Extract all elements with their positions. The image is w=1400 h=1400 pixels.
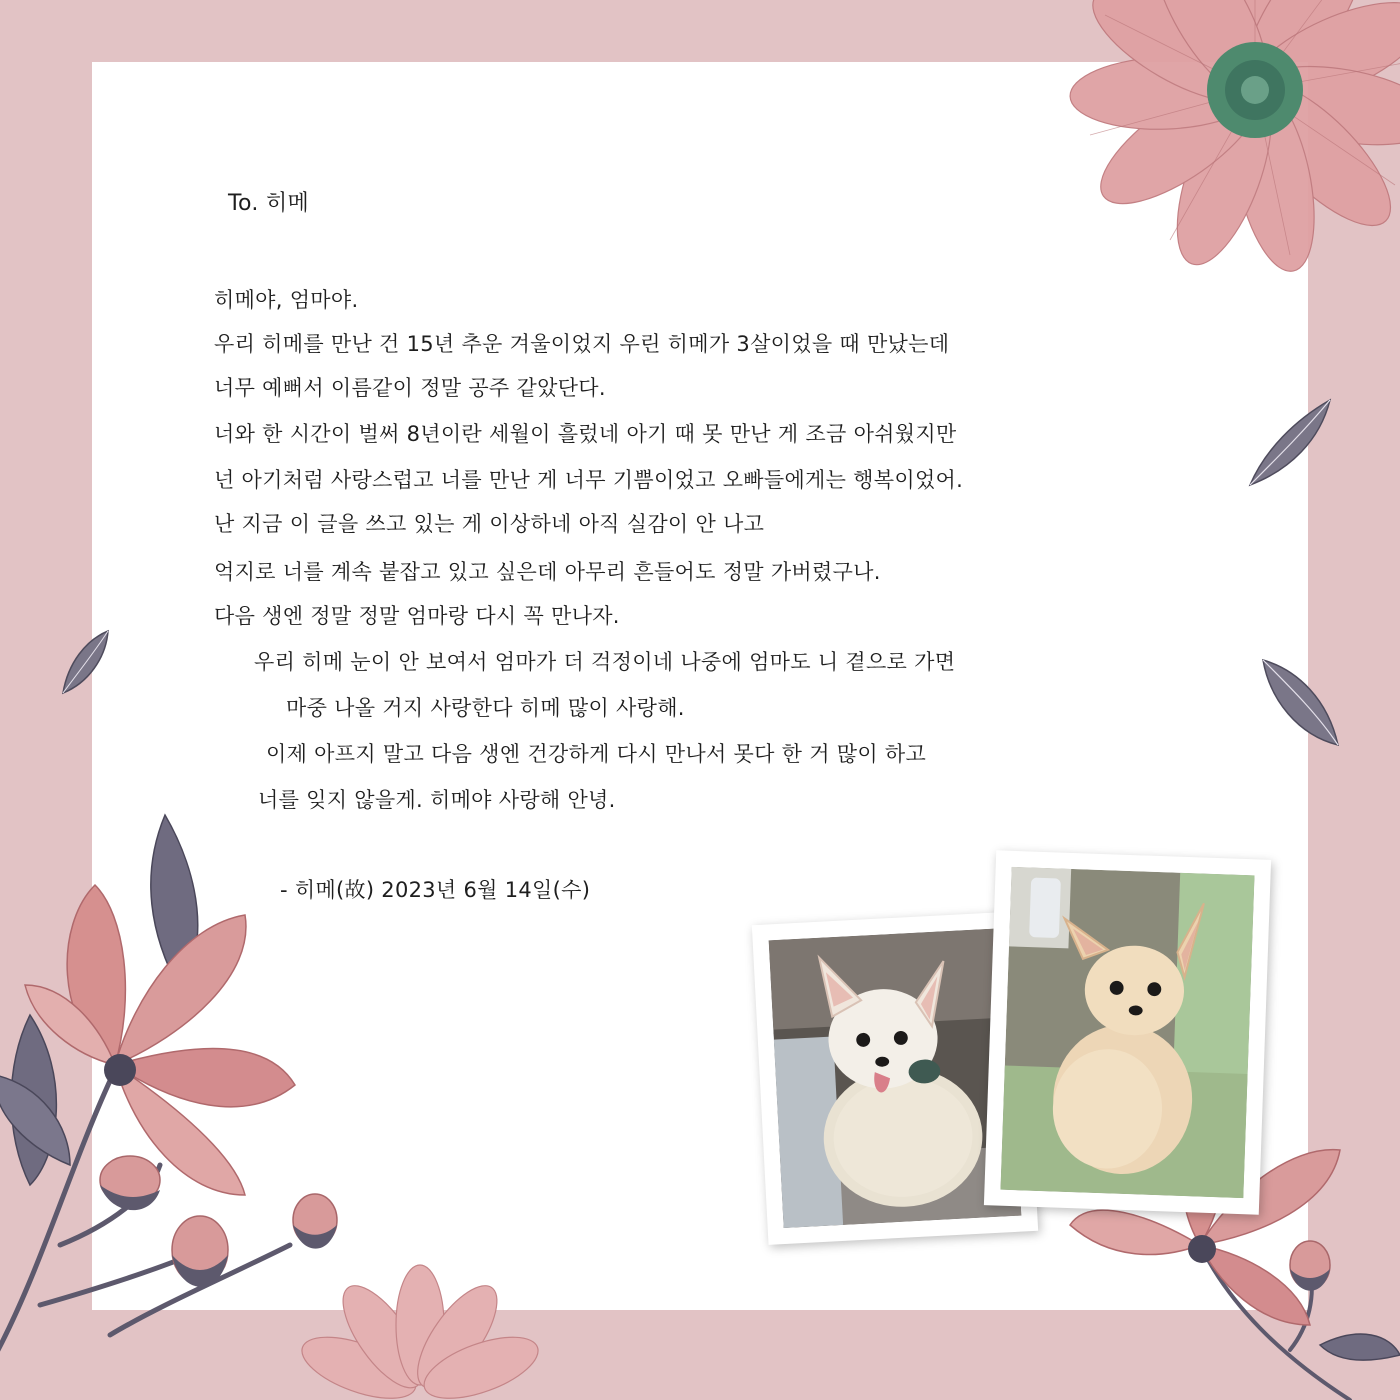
letter-line: 너와 한 시간이 벌써 8년이란 세월이 흘렀네 아기 때 못 만난 게 조금 아쉬웠지만	[214, 422, 957, 446]
letter-line: 마중 나올 거지 사랑한다 히메 많이 사랑해.	[286, 696, 685, 720]
leaf-right-upper-icon	[1245, 395, 1335, 490]
dog-photo-right	[984, 850, 1271, 1214]
letter-line: 난 지금 이 글을 쓰고 있는 게 이상하네 아직 실감이 안 나고	[214, 512, 765, 536]
letter-line: 억지로 너를 계속 붙잡고 있고 싶은데 아무리 흔들어도 정말 가버렸구나.	[214, 560, 881, 584]
flower-top-right-icon	[1020, 0, 1400, 340]
letter-line: 히메야, 엄마야.	[214, 288, 359, 312]
letter-line: 우리 히메 눈이 안 보여서 엄마가 더 걱정이네 나중에 엄마도 니 곁으로 가면	[254, 650, 956, 674]
letter-signature: - 히메(故) 2023년 6월 14일(수)	[280, 878, 591, 902]
leaf-left-icon	[58, 628, 113, 698]
letter-line: 너무 예뻐서 이름같이 정말 공주 같았단다.	[214, 376, 606, 400]
letter-line: 너를 잊지 않을게. 히메야 사랑해 안녕.	[258, 788, 616, 812]
letter-line: 넌 아기처럼 사랑스럽고 너를 만난 게 너무 기쁨이었고 오빠들에게는 행복이었어.	[214, 468, 964, 492]
letter-line: 다음 생엔 정말 정말 엄마랑 다시 꼭 만나자.	[214, 604, 620, 628]
flower-bottom-center-icon	[320, 1275, 520, 1400]
leaf-right-lower-icon	[1258, 655, 1343, 750]
letter-line: 이제 아프지 말고 다음 생엔 건강하게 다시 만나서 못다 한 거 많이 하고	[266, 742, 927, 766]
letter-line: 우리 히메를 만난 건 15년 추운 겨울이었지 우린 히메가 3살이었을 때 만났는데	[214, 332, 950, 356]
letter-greeting: To. 히메	[228, 191, 310, 216]
